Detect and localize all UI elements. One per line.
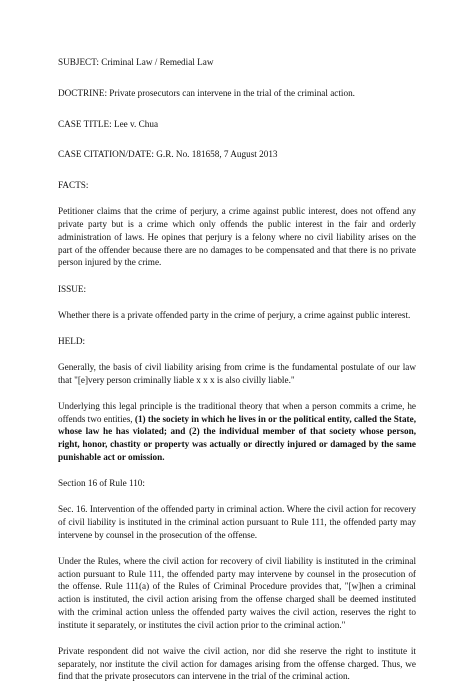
held-paragraph-1: Generally, the basis of civil liability arising from crime is the fundamental postulate of our law that "[e]very person criminally liable x x x is also civilly liable." xyxy=(58,361,416,385)
section-reference: Section 16 of Rule 110: xyxy=(58,478,145,489)
doctrine-line: DOCTRINE: Private prosecutors can intervene in the trial of the criminal action. xyxy=(58,87,355,98)
section-16-text: Sec. 16. Intervention of the offended party in criminal action. Where the civil action for recovery of civil liability is instituted in the criminal action pursuant to Rule 111, the offended party may intervene by counsel in the prosecution of the offense. xyxy=(58,504,416,540)
issue-paragraph: Whether there is a private offended party in the crime of perjury, a crime against public interest. xyxy=(58,309,411,320)
held-paragraph-2 xyxy=(58,400,416,464)
issue-heading: ISSUE: xyxy=(58,283,87,294)
held-paragraph-2-intro: Underlying this legal principle is the traditional theory that when a person commits a crime, he offends two entities, xyxy=(58,400,416,424)
held-paragraph-2-emphasis: (1) the society in which he lives in or the political entity, called the State, whose law he has violated; and (2) the individual member of that society whose person, right, honor, chastity or property was actually or directly injured or damaged by the same punishable act or omission. xyxy=(58,413,416,462)
case-title-line: CASE TITLE: Lee v. Chua xyxy=(58,118,159,129)
conclusion-paragraph: Private respondent did not waive the civil action, nor did she reserve the right to institute it separately, nor institute the civil action for damages arising from the offense charged. Thus, we find that the private prosecutors can intervene in the trial of the criminal action. xyxy=(58,645,416,682)
case-citation-line: CASE CITATION/DATE: G.R. No. 181658, 7 August 2013 xyxy=(58,149,278,160)
subject-line: SUBJECT: Criminal Law / Remedial Law xyxy=(58,57,214,67)
held-heading: HELD: xyxy=(58,335,86,346)
rules-paragraph: Under the Rules, where the civil action for recovery of civil liability is instituted in the criminal action pursuant to Rule 111, the offended party may intervene by counsel in the prosecution of the offense. Rule 111(a) of the Rules of Criminal Procedure provides that, "[w]hen a criminal action is instituted, the civil action arising from the offense charged shall be deemed instituted with the criminal action unless the offended party waives the civil action, reserves the right to institute it separately, or institutes the civil action prior to the criminal action." xyxy=(58,555,416,630)
facts-heading: FACTS: xyxy=(58,180,89,191)
facts-paragraph: Petitioner claims that the crime of perjury, a crime against public interest, does not offend any private party but is a crime which only offends the public interest in the fair and orderly administration of laws. He opines that perjury is a felony where no civil liability arises on the part of the offender because there are no damages to be compensated and that there is no private person injured by the crime. xyxy=(58,206,416,268)
